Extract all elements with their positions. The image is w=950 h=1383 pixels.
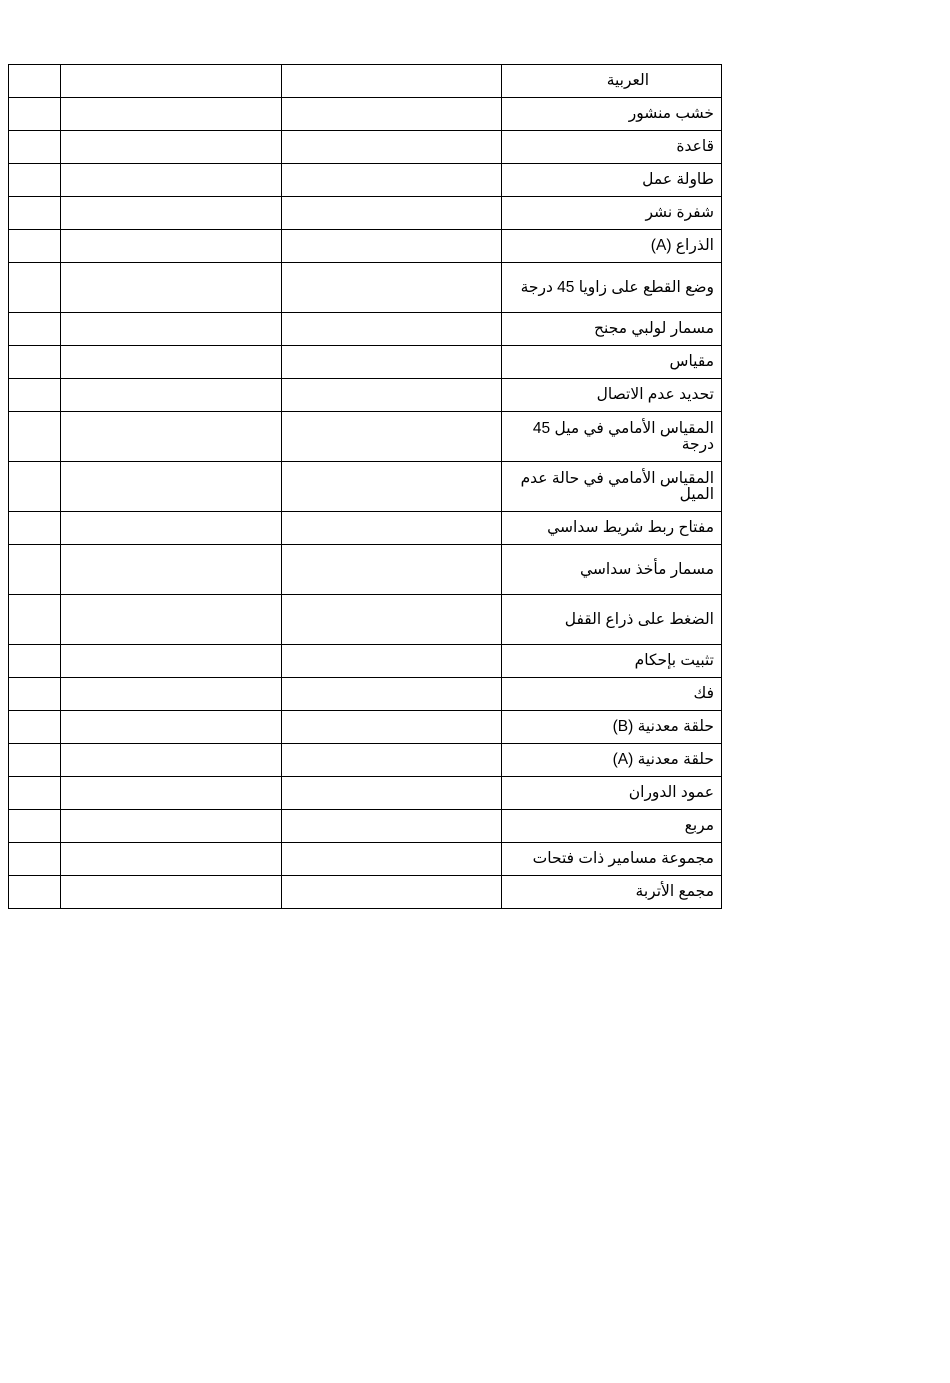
table-cell [9, 777, 61, 810]
table-cell [9, 131, 61, 164]
table-row [9, 711, 722, 744]
table-cell [9, 595, 61, 645]
table-cell [61, 645, 281, 678]
table-cell [9, 98, 61, 131]
table-cell [61, 595, 281, 645]
table-row [9, 678, 722, 711]
table-cell [281, 810, 501, 843]
table-cell [9, 164, 61, 197]
arabic-term: عمود الدوران [501, 777, 721, 810]
table-row [9, 810, 722, 843]
table-cell [61, 711, 281, 744]
table-cell [61, 346, 281, 379]
arabic-term: مسمار لولبي مجنح [501, 313, 721, 346]
table-cell [9, 744, 61, 777]
table-cell [281, 744, 501, 777]
table-cell [61, 777, 281, 810]
table-cell [281, 595, 501, 645]
table-cell [9, 379, 61, 412]
arabic-term: وضع القطع على زاويا 45 درجة [501, 263, 721, 313]
arabic-term: طاولة عمل [501, 164, 721, 197]
table-header-row [9, 65, 722, 98]
table-cell [9, 678, 61, 711]
table-cell [61, 545, 281, 595]
table-row [9, 777, 722, 810]
table-cell [61, 379, 281, 412]
table-cell [281, 131, 501, 164]
table-cell [9, 545, 61, 595]
table-cell [61, 197, 281, 230]
table-cell [9, 313, 61, 346]
table-row [9, 197, 722, 230]
table-row [9, 131, 722, 164]
arabic-term: مربع [501, 810, 721, 843]
arabic-term: مقياس [501, 346, 721, 379]
table-row [9, 346, 722, 379]
table-cell [9, 462, 61, 512]
table-cell [281, 843, 501, 876]
table-cell [61, 263, 281, 313]
table-cell [281, 197, 501, 230]
table-cell [281, 230, 501, 263]
table-row [9, 545, 722, 595]
table-cell [281, 678, 501, 711]
arabic-term: الذراع (A) [501, 230, 721, 263]
table-cell [9, 230, 61, 263]
arabic-term: شفرة نشر [501, 197, 721, 230]
arabic-term: مجمع الأتربة [501, 876, 721, 909]
table-cell [9, 645, 61, 678]
table-cell [9, 876, 61, 909]
table-cell [61, 810, 281, 843]
arabic-term: الضغط على ذراع القفل [501, 595, 721, 645]
table-cell [281, 711, 501, 744]
table-cell [61, 164, 281, 197]
table-cell [281, 777, 501, 810]
arabic-term: تثبيت بإحكام [501, 645, 721, 678]
table-cell [281, 164, 501, 197]
glossary-table [8, 64, 722, 909]
arabic-term: مسمار مأخذ سداسي [501, 545, 721, 595]
table-cell [281, 98, 501, 131]
column-header-arabic: العربية [501, 65, 721, 98]
table-row [9, 230, 722, 263]
table-cell [61, 678, 281, 711]
table-cell [281, 313, 501, 346]
table-cell [281, 346, 501, 379]
table-row [9, 512, 722, 545]
arabic-term: فك [501, 678, 721, 711]
table-cell [61, 131, 281, 164]
table-cell [281, 462, 501, 512]
table-cell [9, 512, 61, 545]
table-cell [9, 346, 61, 379]
table-cell [9, 711, 61, 744]
arabic-term: المقياس الأمامي في حالة عدم الميل [501, 462, 721, 512]
table-row [9, 379, 722, 412]
table-cell [61, 843, 281, 876]
table-cell [61, 65, 281, 98]
table-row [9, 595, 722, 645]
arabic-term: قاعدة [501, 131, 721, 164]
table-cell [61, 230, 281, 263]
table-row [9, 412, 722, 462]
arabic-term: مفتاح ربط شريط سداسي [501, 512, 721, 545]
table-cell [9, 197, 61, 230]
table-row [9, 744, 722, 777]
table-cell [281, 645, 501, 678]
table-cell [61, 512, 281, 545]
table-row [9, 164, 722, 197]
table-cell [281, 412, 501, 462]
table-row [9, 313, 722, 346]
arabic-term: حلقة معدنية (B) [501, 711, 721, 744]
arabic-term: تحديد عدم الاتصال [501, 379, 721, 412]
table-cell [9, 412, 61, 462]
table-row [9, 645, 722, 678]
table-row [9, 876, 722, 909]
table-cell [9, 810, 61, 843]
table-cell [61, 744, 281, 777]
table-row [9, 263, 722, 313]
table-row [9, 462, 722, 512]
table-cell [281, 379, 501, 412]
arabic-term: حلقة معدنية (A) [501, 744, 721, 777]
table-cell [61, 98, 281, 131]
table-row [9, 843, 722, 876]
arabic-term: خشب منشور [501, 98, 721, 131]
table-cell [61, 313, 281, 346]
table-cell [9, 65, 61, 98]
table-cell [9, 263, 61, 313]
arabic-term: مجموعة مسامير ذات فتحات [501, 843, 721, 876]
table-cell [281, 263, 501, 313]
table-cell [281, 876, 501, 909]
arabic-term: المقياس الأمامي في ميل 45 درجة [501, 412, 721, 462]
table-cell [9, 843, 61, 876]
table-cell [281, 512, 501, 545]
table-cell [61, 462, 281, 512]
table-row [9, 98, 722, 131]
table-cell [281, 545, 501, 595]
table-cell [61, 412, 281, 462]
table-cell [61, 876, 281, 909]
table-cell [281, 65, 501, 98]
